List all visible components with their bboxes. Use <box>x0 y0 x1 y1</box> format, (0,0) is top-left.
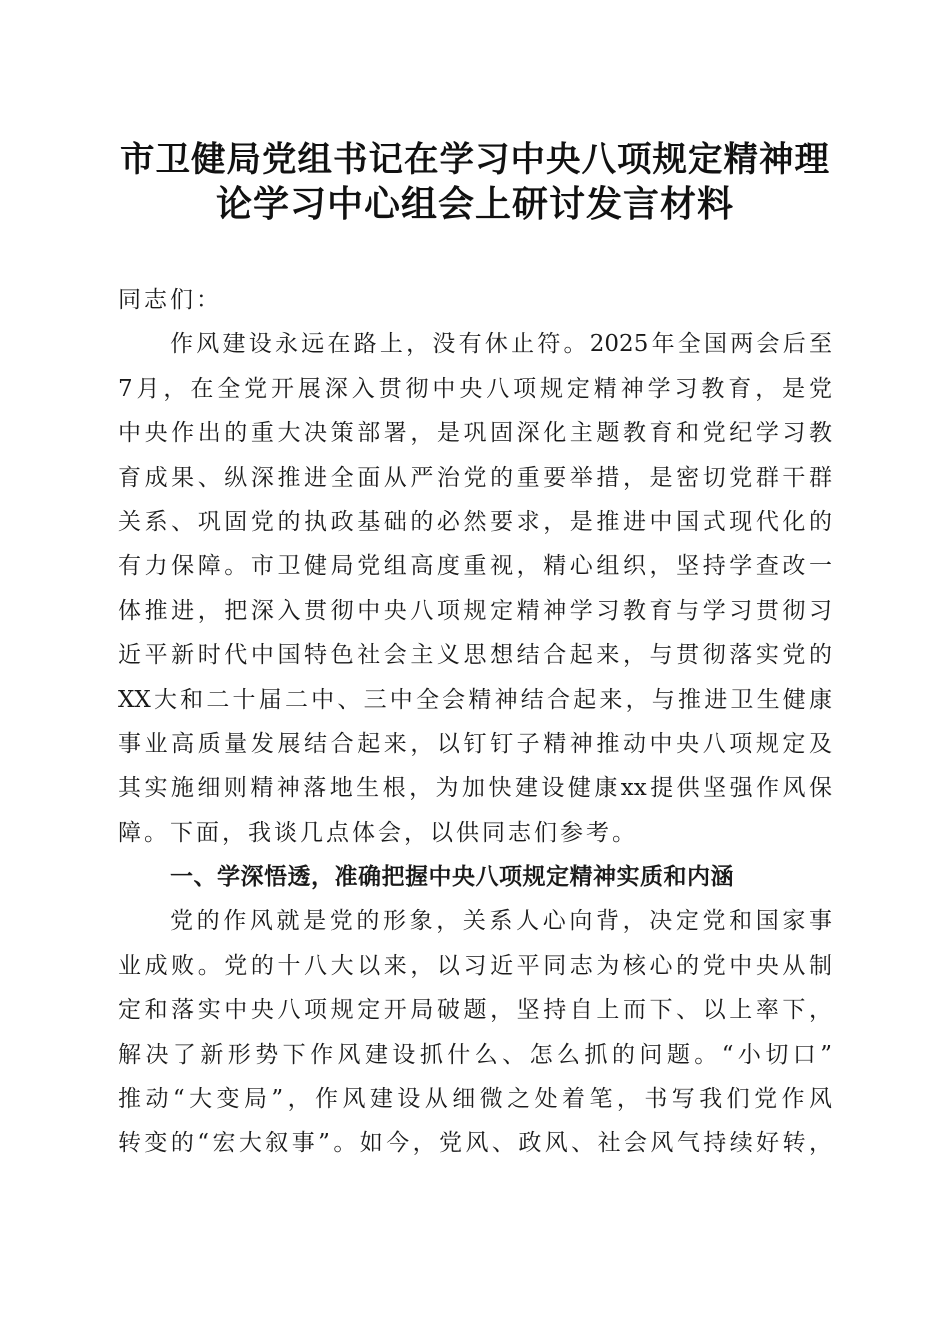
salutation: 同志们： <box>118 287 222 313</box>
paragraph-line: 党的作风就是党的形象，关系人心向背，决定党和国家事 <box>170 908 832 935</box>
paragraph-line: 育成果、纵深推进全面从严治党的重要举措，是密切党群干群 <box>118 464 832 491</box>
paragraph-line: 解决了新形势下作风建设抓什么、怎么抓的问题。“小切口” <box>118 1041 832 1068</box>
paragraph-line: 事业高质量发展结合起来，以钉钉子精神推动中央八项规定及 <box>118 730 832 757</box>
paragraph-line: 定和落实中央八项规定开局破题，坚持自上而下、以上率下， <box>118 997 832 1024</box>
paragraph-1 <box>118 322 832 855</box>
document-title <box>118 138 832 226</box>
paragraph-line: 业成败。党的十八大以来，以习近平同志为核心的党中央从制 <box>118 952 832 979</box>
paragraph-2 <box>118 899 832 1165</box>
paragraph-line: 中央作出的重大决策部署，是巩固深化主题教育和党纪学习教 <box>118 420 832 447</box>
paragraph-line: 作风建设永远在路上，没有休止符。2025年全国两会后至 <box>170 331 832 358</box>
section-heading-1: 一、学深悟透，准确把握中央八项规定精神实质和内涵 <box>170 863 734 891</box>
paragraph-line: 7月，在全党开展深入贯彻中央八项规定精神学习教育，是党 <box>118 375 832 402</box>
title-line-1: 市卫健局党组书记在学习中央八项规定精神理 <box>120 140 830 180</box>
paragraph-line: 关系、巩固党的执政基础的必然要求，是推进中国式现代化的 <box>118 508 832 535</box>
paragraph-line: 转变的“宏大叙事”。如今，党风、政风、社会风气持续好转， <box>118 1130 832 1157</box>
paragraph-line: 推动“大变局”，作风建设从细微之处着笔，书写我们党作风 <box>118 1086 832 1113</box>
document-body <box>118 278 832 1166</box>
paragraph-line: 体推进，把深入贯彻中央八项规定精神学习教育与学习贯彻习 <box>118 597 832 624</box>
paragraph-line: XX大和二十届二中、三中全会精神结合起来，与推进卫生健康 <box>118 686 832 713</box>
title-line-2: 论学习中心组会上研讨发言材料 <box>215 183 734 225</box>
paragraph-line: 有力保障。市卫健局党组高度重视，精心组织，坚持学查改一 <box>118 553 832 580</box>
paragraph-line: 其实施细则精神落地生根，为加快建设健康xx提供坚强作风保 <box>118 775 832 802</box>
paragraph-line: 近平新时代中国特色社会主义思想结合起来，与贯彻落实党的 <box>118 642 832 669</box>
paragraph-line: 障。下面，我谈几点体会，以供同志们参考。 <box>118 819 638 846</box>
